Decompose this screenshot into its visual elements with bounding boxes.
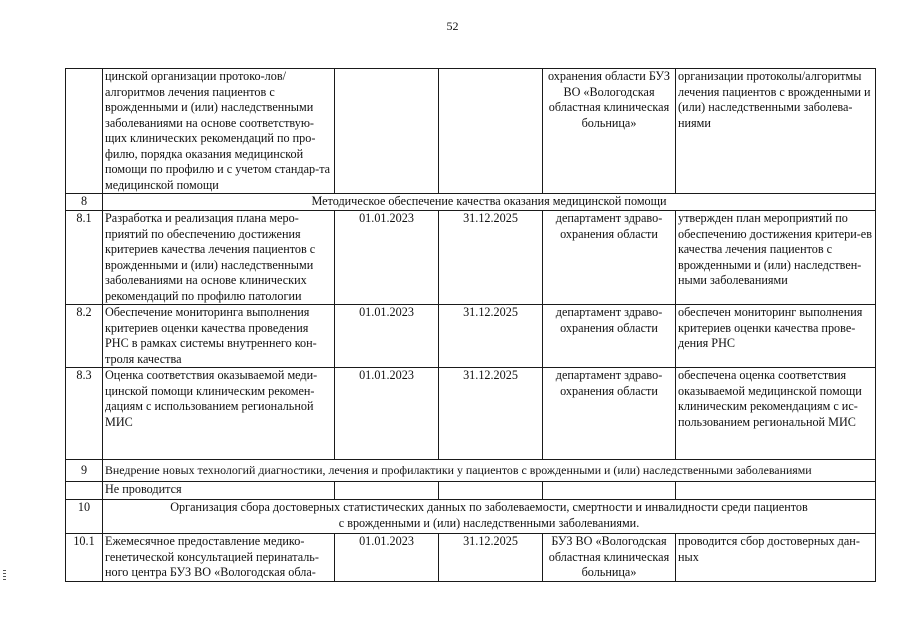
section-title: Методическое обеспечение качества оказания медицинской помощи (103, 194, 876, 211)
end-date: 31.12.2025 (439, 211, 543, 305)
row-number: 8.2 (66, 305, 103, 368)
result-cell: утвержден план мероприятий по обеспечению достижения критери-ев качества лечения пациентов с врожденными и (или) наследствен-ными заболеваниями (676, 211, 876, 305)
section-row (66, 500, 876, 534)
end-date: 31.12.2025 (439, 305, 543, 368)
section-title-line: с врожденными и (или) наследственными заболеваниями. (338, 515, 640, 530)
section-number: 10 (66, 500, 103, 534)
start-date (335, 482, 439, 500)
row-number: 8.3 (66, 368, 103, 460)
table-row (66, 482, 876, 500)
start-date: 01.01.2023 (335, 534, 439, 582)
responsible-cell (543, 482, 676, 500)
activity-plan-table (65, 68, 876, 582)
responsible-cell: охранения области БУЗ ВО «Вологодская областная клиническая больница» (543, 69, 676, 194)
start-cell (335, 69, 439, 194)
margin-scan-marks (3, 570, 7, 580)
section-number: 8 (66, 194, 103, 211)
name-cell: Оценка соответствия оказываемой меди-цинской помощи клиническим рекомен-дациям с использованием региональной МИС (103, 368, 335, 460)
result-cell (676, 482, 876, 500)
row-number: 8.1 (66, 211, 103, 305)
result-cell: обеспечена оценка соответствия оказываемой медицинской помощи клиническим рекомендациям с ис-пользованием региональной МИС (676, 368, 876, 460)
responsible-cell: департамент здраво-охранения области (543, 305, 676, 368)
table-row (66, 305, 876, 368)
table-row (66, 368, 876, 460)
num-cell (66, 482, 103, 500)
num-cell (66, 69, 103, 194)
start-date: 01.01.2023 (335, 211, 439, 305)
responsible-cell: департамент здраво-охранения области (543, 211, 676, 305)
result-cell: проводится сбор достоверных дан-ных (676, 534, 876, 582)
name-cell: Обеспечение мониторинга выполнения критериев оценки качества проведения РНС в рамках системы внутреннего кон-троля качества (103, 305, 335, 368)
section-row (66, 194, 876, 211)
end-date: 31.12.2025 (439, 368, 543, 460)
name-cell: Ежемесячное предоставление медико-генетической консультацией перинаталь-ного центра БУЗ ВО «Вологодская обла- (103, 534, 335, 582)
name-cell: Не проводится (103, 482, 335, 500)
start-date: 01.01.2023 (335, 305, 439, 368)
start-date: 01.01.2023 (335, 368, 439, 460)
responsible-cell: департамент здраво-охранения области (543, 368, 676, 460)
responsible-cell: БУЗ ВО «Вологодская областная клиническая больница» (543, 534, 676, 582)
end-date: 31.12.2025 (439, 534, 543, 582)
end-cell (439, 69, 543, 194)
end-date (439, 482, 543, 500)
table-row (66, 534, 876, 582)
result-cell: обеспечен мониторинг выполнения критериев оценки качества прове-дения РНС (676, 305, 876, 368)
table-row (66, 211, 876, 305)
name-cell: цинской организации протоко-лов/алгоритмов лечения пациентов с врожденными и (или) наследственными заболеваниями на основе соответствую-щих клинических рекомендаций по про-филю, порядка оказания медицинской помощи по профилю и с учетом стандар-та медицинской помощи (103, 69, 335, 194)
section-row (66, 460, 876, 482)
page-number: 52 (446, 19, 459, 33)
row-number: 10.1 (66, 534, 103, 582)
section-title-line: Организация сбора достоверных статистических данных по заболеваемости, смертности и инвалидности среди пациентов (170, 500, 808, 514)
table-row (66, 69, 876, 194)
name-cell: Разработка и реализация плана меро-приятий по обеспечению достижения критериев качества лечения пациентов с врожденными и (или) наследственными заболеваниями на основе клинических рекомендаций по профилю патологии (103, 211, 335, 305)
section-title: Внедрение новых технологий диагностики, лечения и профилактики у пациентов с врожденными и (или) наследственными заболеваниями (103, 460, 876, 482)
section-title (103, 500, 876, 534)
result-cell: организации протоколы/алгоритмы лечения пациентов с врожденными и (или) наследственными заболева-ниями (676, 69, 876, 194)
section-number: 9 (66, 460, 103, 482)
